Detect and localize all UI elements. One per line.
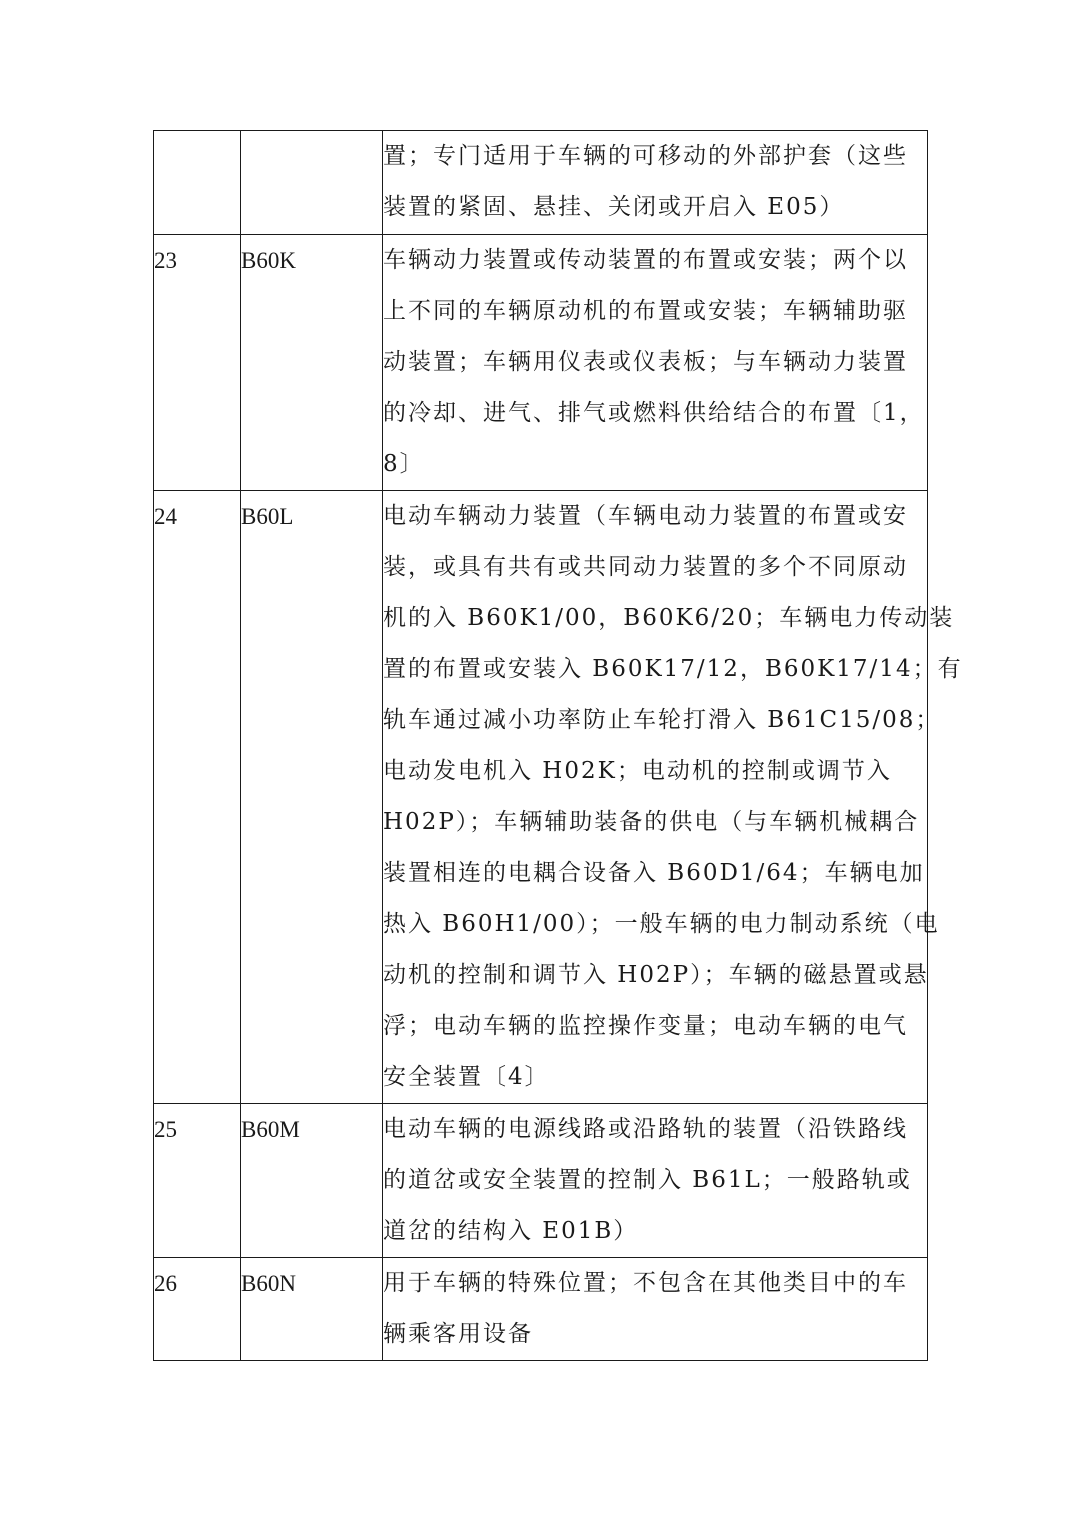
row-number-cell: 23 (154, 235, 241, 491)
table-row (154, 131, 928, 235)
description-line: 车辆动力装置或传动装置的布置或安装；两个以 (383, 247, 908, 273)
description-line: 用于车辆的特殊位置；不包含在其他类目中的车 (383, 1270, 908, 1296)
description-line: 热入 B60H1/00）；一般车辆的电力制动系统（电 (383, 911, 940, 937)
description-line: 道岔的结构入 E01B） (383, 1218, 639, 1244)
description-cell (383, 235, 928, 491)
description-line: 安全装置〔4〕 (383, 1064, 550, 1090)
table-row (154, 1258, 928, 1361)
description-line: 动机的控制和调节入 H02P）；车辆的磁悬置或悬 (383, 962, 929, 988)
row-number-cell: 25 (154, 1104, 241, 1258)
description-line: 置的布置或安装入 B60K17/12，B60K17/14；有 (383, 656, 963, 682)
description-line: 装置相连的电耦合设备入 B60D1/64；车辆电加 (383, 860, 925, 886)
description-line: 动装置；车辆用仪表或仪表板；与车辆动力装置 (383, 349, 908, 375)
description-cell (383, 1258, 928, 1361)
description-line: 浮；电动车辆的监控操作变量；电动车辆的电气 (383, 1013, 908, 1039)
classification-code-cell: B60L (241, 491, 383, 1104)
table-row (154, 491, 928, 1104)
description-line: 电动车辆动力装置（车辆电动力装置的布置或安 (383, 503, 908, 529)
description-line: 的道岔或安全装置的控制入 B61L；一般路轨或 (383, 1167, 912, 1193)
classification-code-cell: B60N (241, 1258, 383, 1361)
description-line: 机的入 B60K1/00，B60K6/20；车辆电力传动装 (383, 605, 955, 631)
classification-code-cell: B60K (241, 235, 383, 491)
classification-code-cell (241, 131, 383, 235)
table-row (154, 235, 928, 491)
row-number-cell: 24 (154, 491, 241, 1104)
description-cell (383, 1104, 928, 1258)
description-line: 的冷却、进气、排气或燃料供给结合的布置〔1， (383, 400, 925, 426)
description-line: 电动发电机入 H02K；电动机的控制或调节入 (383, 758, 892, 784)
table-row (154, 1104, 928, 1258)
classification-code-cell: B60M (241, 1104, 383, 1258)
description-line: 置；专门适用于车辆的可移动的外部护套（这些 (383, 143, 908, 169)
ipc-classification-table (153, 130, 963, 1361)
description-line: 电动车辆的电源线路或沿路轨的装置（沿铁路线 (383, 1116, 908, 1142)
description-line: 上不同的车辆原动机的布置或安装；车辆辅助驱 (383, 298, 908, 324)
description-line: 辆乘客用设备 (383, 1321, 533, 1347)
description-cell (383, 131, 928, 235)
description-line: 装置的紧固、悬挂、关闭或开启入 E05） (383, 194, 845, 220)
row-number-cell: 26 (154, 1258, 241, 1361)
description-line: H02P）；车辆辅助装备的供电（与车辆机械耦合 (383, 809, 920, 835)
description-line: 8〕 (383, 451, 425, 477)
row-number-cell (154, 131, 241, 235)
description-line: 轨车通过减小功率防止车轮打滑入 B61C15/08； (383, 707, 941, 733)
description-cell (383, 491, 963, 1104)
description-line: 装，或具有共有或共同动力装置的多个不同原动 (383, 554, 908, 580)
